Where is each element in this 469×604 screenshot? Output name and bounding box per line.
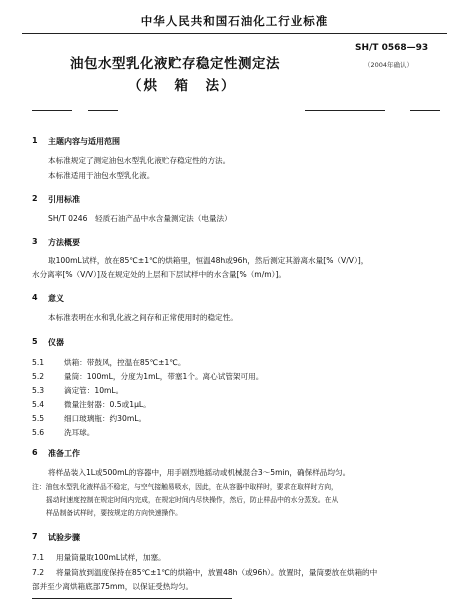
- document-title: 油包水型乳化液贮存稳定性测定法: [70, 56, 280, 72]
- item-7-1-number: 7.1: [32, 553, 45, 562]
- section-7-number: 7: [32, 532, 38, 541]
- item-5-6-text: 洗耳球。: [64, 428, 95, 437]
- section-5-title: 仪器: [48, 338, 64, 347]
- separator-right-short: [410, 110, 440, 111]
- item-5-3-text: 滴定管：10mL。: [64, 386, 124, 395]
- item-7-2-continuation: 部并至少离烘箱底部75mm，以保证受热均匀。: [32, 582, 194, 591]
- separator-right: [305, 110, 385, 111]
- item-5-1-text: 烘箱：带鼓风，控温在85℃±1℃。: [64, 358, 186, 367]
- section-6-title: 准备工作: [48, 449, 80, 458]
- item-7-2-number: 7.2: [32, 568, 45, 577]
- section-5-number: 5: [32, 337, 38, 346]
- footer-rule: [32, 598, 232, 599]
- section-2-number: 2: [32, 194, 38, 203]
- header-rule: [22, 33, 447, 34]
- issuing-org-header: 中华人民共和国石油化工行业标准: [140, 14, 329, 28]
- separator-left: [32, 110, 72, 111]
- item-5-4-number: 5.4: [32, 400, 45, 409]
- section-1-number: 1: [32, 136, 38, 145]
- section-2-line-1: SH/T 0246 轻质石油产品中水含量测定法（电量法）: [48, 214, 232, 223]
- section-4-number: 4: [32, 293, 38, 302]
- section-4-line-1: 本标准表明在水和乳化液之间存和正常使用时的稳定性。: [48, 313, 238, 322]
- section-1-title: 主题内容与适用范围: [48, 137, 120, 146]
- separator-left-short: [88, 110, 118, 111]
- section-7-title: 试验步骤: [48, 533, 80, 542]
- section-6-note-line-1: 注：油包水型乳化液样品不稳定，与空气接触易吸水，因此，在从容器中取样时，要求在取样时方向，: [32, 483, 338, 491]
- item-5-3-number: 5.3: [32, 386, 45, 395]
- item-5-5-text: 细口玻璃瓶：约30mL。: [64, 414, 147, 423]
- section-6-line-1: 将样品装入1L或500mL的容器中，用手剧烈地摇动或机械混合3～5min，确保样品均匀。: [48, 468, 351, 477]
- item-5-5-number: 5.5: [32, 414, 45, 423]
- item-7-1-text: 用量筒量取100mL试样，加塞。: [56, 553, 166, 562]
- item-5-1-number: 5.1: [32, 358, 45, 367]
- document-subtitle: （烘 箱 法）: [128, 78, 237, 94]
- standard-confirmation: （2004年确认）: [364, 61, 414, 69]
- section-6-number: 6: [32, 448, 38, 457]
- section-3-line-2: 水分离率[%（V/V）]及在规定处的上层和下层试样中的水含量[%（m/m）]。: [32, 270, 287, 279]
- section-1-line-1: 本标准规定了测定油包水型乳化液贮存稳定性的方法。: [48, 156, 231, 165]
- section-3-line-1: 取100mL试样，放在85℃±1℃的烘箱里，恒温48h或96h，然后测定其游离水量[%（V/V）]，: [48, 256, 369, 265]
- item-5-2-number: 5.2: [32, 372, 45, 381]
- section-6-note-line-3: 样品制备试样时，要按规定的方向快速操作。: [46, 509, 182, 517]
- section-6-note-line-2: 摇动时速度控制在规定时间内完成，在规定时间内尽快操作，然后，防止样品中的水分蒸发。在从: [46, 496, 339, 504]
- section-3-number: 3: [32, 237, 38, 246]
- section-4-title: 意义: [48, 294, 64, 303]
- item-5-6-number: 5.6: [32, 428, 45, 437]
- section-1-line-2: 本标准适用于油包水型乳化液。: [48, 171, 155, 180]
- item-5-4-text: 微量注射器：0.5或1μL。: [64, 400, 151, 409]
- item-7-2-text: 将量筒放到温度保持在85℃±1℃的烘箱中，放置48h（或96h）。放置时，量筒要放在烘箱的中: [56, 568, 378, 577]
- section-2-title: 引用标准: [48, 195, 80, 204]
- section-3-title: 方法概要: [48, 238, 80, 247]
- item-5-2-text: 量筒：100mL，分度为1mL，带塞1个。离心试管架可用。: [64, 372, 264, 381]
- standard-number: SH/T 0568—93: [355, 43, 429, 53]
